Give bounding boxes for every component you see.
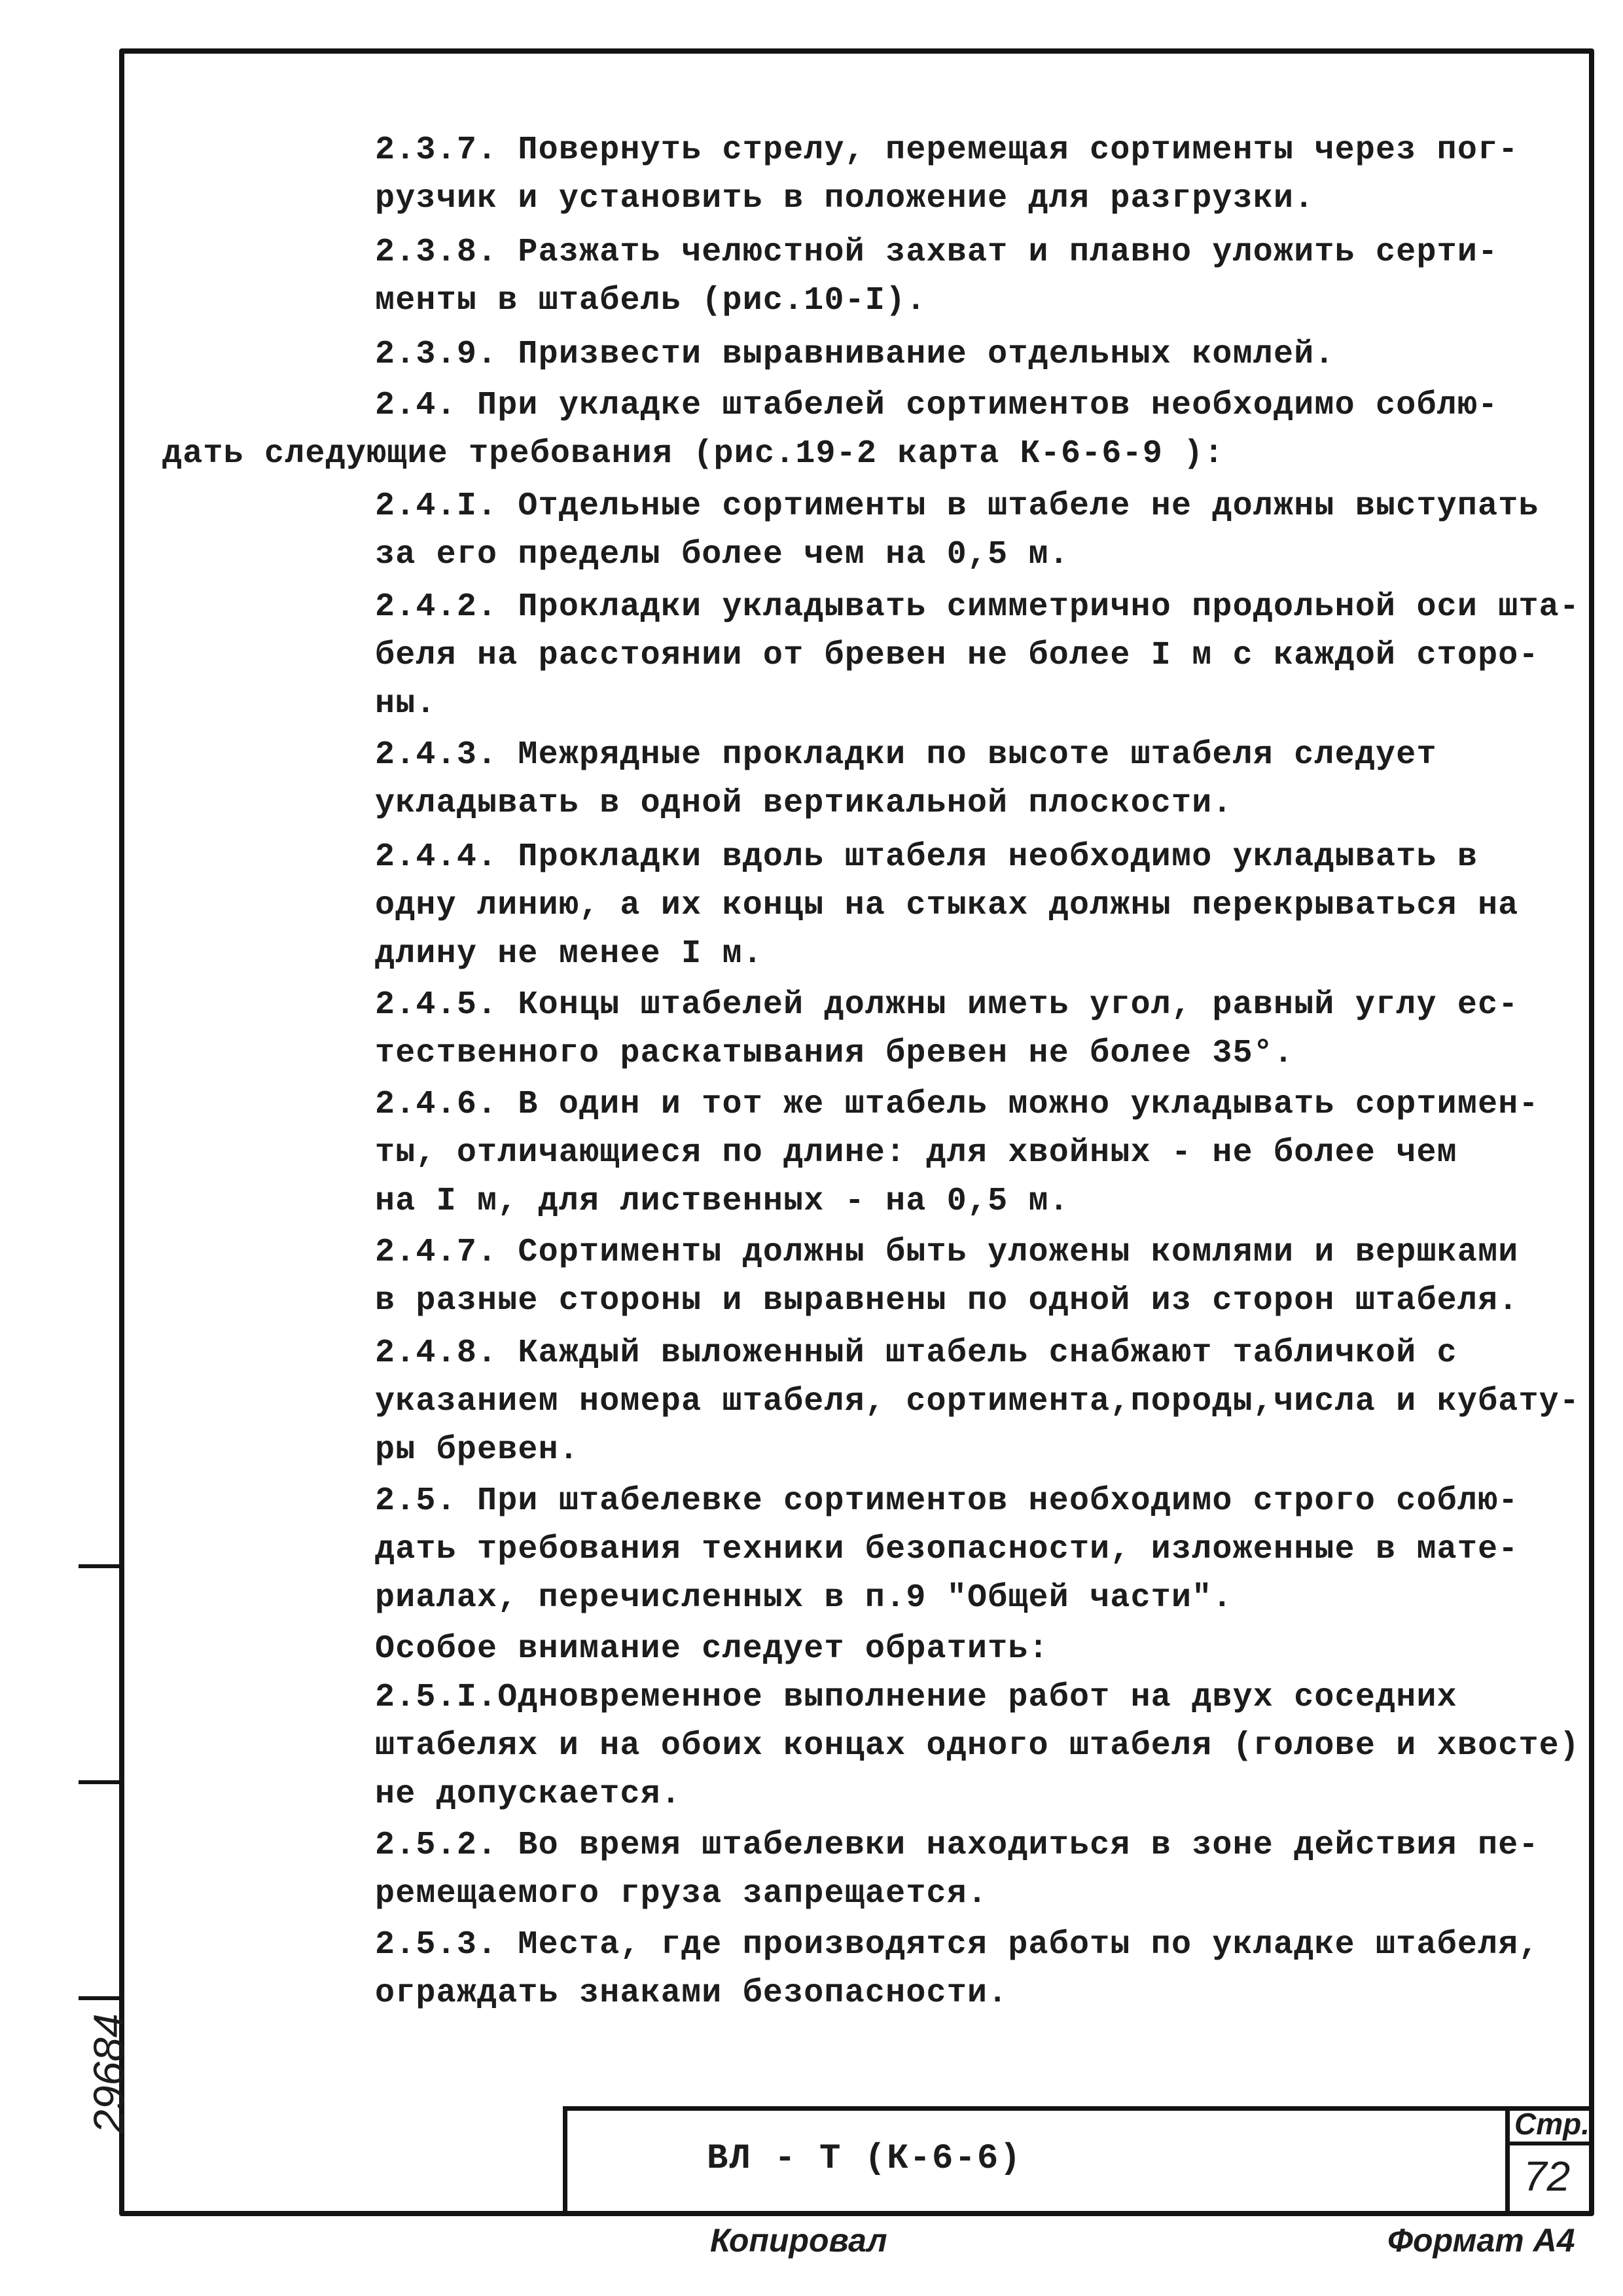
- text-line: одну линию, а их концы на стыках должны перекрываться на: [375, 887, 1519, 924]
- text-line: 2.4.8. Каждый выложенный штабель снабжают табличкой с: [375, 1335, 1457, 1372]
- text-line: за его пределы более чем на 0,5 м.: [375, 536, 1069, 573]
- text-line: рузчик и установить в положение для разгрузки.: [375, 180, 1315, 217]
- inventory-number: 29684: [84, 2013, 133, 2134]
- text-line: длину не менее I м.: [375, 935, 763, 973]
- text-line: 2.5.3. Места, где производятся работы по укладке штабеля,: [375, 1926, 1539, 1964]
- margin-mark: [79, 1996, 122, 2000]
- text-line: не допускается.: [375, 1776, 682, 1813]
- text-line: дать следующие требования (рис.19-2 карта К-6-6-9 ):: [162, 435, 1224, 473]
- text-line: Особое внимание следует обратить:: [375, 1630, 1049, 1668]
- text-line: указанием номера штабеля, сортимента,породы,числа и кубату-: [375, 1383, 1580, 1420]
- text-line: 2.3.9. Призвести выравнивание отдельных комлей.: [375, 336, 1335, 373]
- text-line: 2.4.5. Концы штабелей должны иметь угол, равный углу ес-: [375, 986, 1519, 1024]
- text-line: 2.5.2. Во время штабелевки находиться в зоне действия пе-: [375, 1827, 1539, 1864]
- text-line: 2.4.3. Межрядные прокладки по высоте штабеля следует: [375, 736, 1437, 774]
- format-label: Формат А4: [1387, 2222, 1575, 2259]
- text-line: 2.4.7. Сортименты должны быть уложены комлями и вершками: [375, 1234, 1519, 1271]
- text-line: 2.3.8. Разжать челюстной захват и плавно уложить серти-: [375, 234, 1499, 271]
- text-line: штабелях и на обоих концах одного штабеля (голове и хвосте): [375, 1727, 1580, 1765]
- text-line: менты в штабель (рис.10-I).: [375, 282, 927, 319]
- copied-by-label: Копировал: [710, 2222, 887, 2259]
- text-line: 2.4.4. Прокладки вдоль штабеля необходимо укладывать в: [375, 838, 1478, 876]
- text-line: 2.4.6. В один и тот же штабель можно укладывать сортимен-: [375, 1086, 1539, 1123]
- text-line: 2.5. При штабелевке сортиментов необходимо строго соблю-: [375, 1482, 1519, 1520]
- text-line: беля на расстоянии от бревен не более I м с каждой сторо-: [375, 637, 1539, 674]
- margin-mark: [79, 1780, 122, 1784]
- text-line: 2.4. При укладке штабелей сортиментов необходимо соблю-: [375, 387, 1499, 424]
- text-line: на I м, для лиственных - на 0,5 м.: [375, 1183, 1069, 1220]
- text-line: ремещаемого груза запрещается.: [375, 1875, 988, 1912]
- text-line: дать требования техники безопасности, изложенные в мате-: [375, 1531, 1519, 1568]
- text-line: ры бревен.: [375, 1431, 580, 1469]
- text-line: 2.3.7. Повернуть стрелу, перемещая сортименты через пог-: [375, 132, 1519, 169]
- text-line: риалах, перечисленных в п.9 "Общей части".: [375, 1579, 1233, 1617]
- title-block: [563, 2106, 1505, 2216]
- page-number: 72: [1524, 2153, 1571, 2200]
- page-box-divider: [1505, 2142, 1594, 2145]
- margin-mark: [79, 1564, 122, 1568]
- text-line: в разные стороны и выравнены по одной из сторон штабеля.: [375, 1282, 1519, 1319]
- text-line: 2.5.I.Одновременное выполнение работ на двух соседних: [375, 1679, 1457, 1716]
- text-line: ограждать знаками безопасности.: [375, 1975, 1008, 2012]
- document-code: ВЛ - Т (К-6-6): [707, 2139, 1022, 2179]
- text-line: 2.4.I. Отдельные сортименты в штабеле не должны выступать: [375, 488, 1539, 525]
- page-label: Стр.: [1514, 2107, 1590, 2141]
- text-line: ны.: [375, 685, 437, 723]
- text-line: ты, отличающиеся по длине: для хвойных - не более чем: [375, 1134, 1457, 1172]
- text-line: 2.4.2. Прокладки укладывать симметрично продольной оси шта-: [375, 588, 1580, 626]
- text-line: укладывать в одной вертикальной плоскости.: [375, 785, 1233, 822]
- text-line: тественного раскатывания бревен не более 35°.: [375, 1035, 1294, 1072]
